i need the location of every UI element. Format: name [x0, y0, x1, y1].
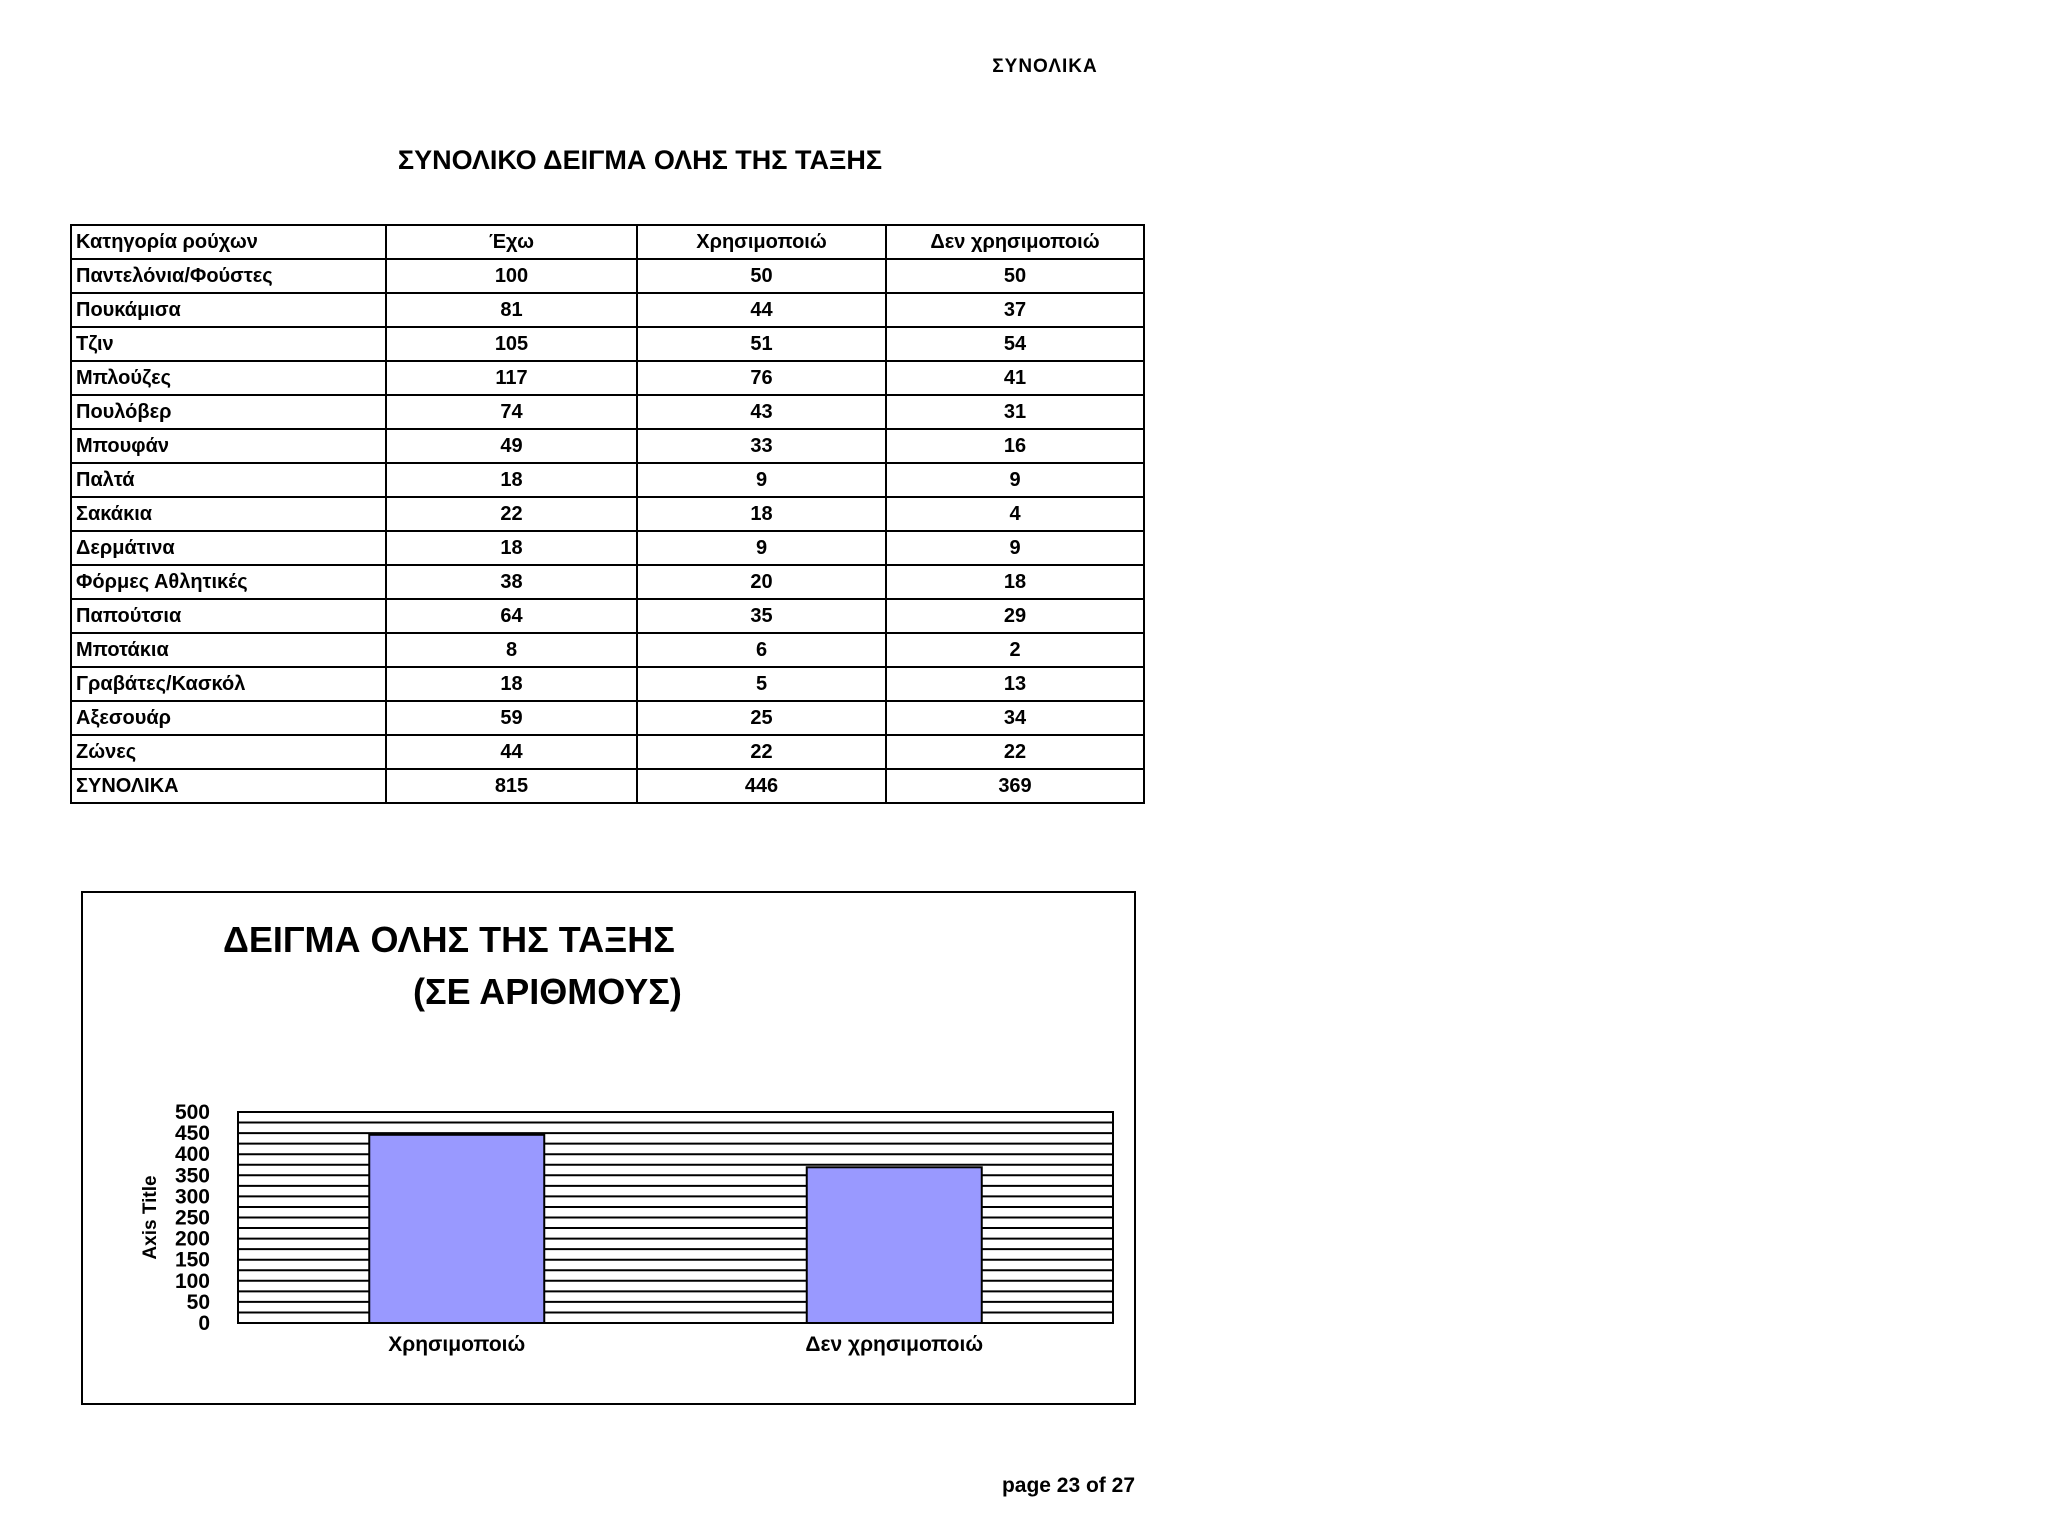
table-row	[71, 735, 1144, 769]
table-row	[71, 293, 1144, 327]
table-cell-value: 81	[386, 293, 637, 327]
table-cell-value: 49	[386, 429, 637, 463]
table-cell-category: Παλτά	[71, 463, 386, 497]
page-footer: page 23 of 27	[1001, 1474, 1135, 1497]
table-cell-value: 815	[386, 769, 637, 803]
table-cell-category: Μποτάκια	[71, 633, 386, 667]
table-cell-value: 18	[386, 463, 637, 497]
table-cell-value: 35	[637, 599, 886, 633]
table-cell-value: 18	[637, 497, 886, 531]
table-cell-value: 105	[386, 327, 637, 361]
y-tick-label: 350	[174, 1164, 210, 1188]
table-cell-value: 33	[637, 429, 886, 463]
table-cell-value: 18	[886, 565, 1144, 599]
table-cell-value: 44	[637, 293, 886, 327]
table-cell-value: 9	[886, 463, 1144, 497]
table-cell-value: 38	[386, 565, 637, 599]
table-row	[71, 667, 1144, 701]
table-cell-value: 4	[886, 497, 1144, 531]
table-cell-category: ΣΥΝΟΛΙΚΑ	[71, 769, 386, 803]
table-cell-value: 2	[886, 633, 1144, 667]
table-row	[71, 429, 1144, 463]
table-row	[71, 565, 1144, 599]
y-tick-label: 0	[198, 1312, 210, 1335]
table-row	[71, 531, 1144, 565]
table-row	[71, 327, 1144, 361]
y-tick-label: 100	[174, 1269, 210, 1293]
table-cell-value: 31	[886, 395, 1144, 429]
table-row	[71, 633, 1144, 667]
table-cell-value: 44	[386, 735, 637, 769]
chart-title-line1: ΔΕΙΓΜΑ ΟΛΗΣ ΤΗΣ ΤΑΞΗΣ	[223, 919, 675, 960]
table-cell-category: Παντελόνια/Φούστες	[71, 259, 386, 293]
bar-1	[369, 1135, 544, 1323]
table-cell-value: 9	[637, 531, 886, 565]
table-cell-value: 6	[637, 633, 886, 667]
table-cell-value: 64	[386, 599, 637, 633]
table-cell-category: Μπλούζες	[71, 361, 386, 395]
y-tick-label: 200	[174, 1227, 210, 1251]
table-row	[71, 259, 1144, 293]
table-cell-value: 18	[386, 531, 637, 565]
table-row	[71, 395, 1144, 429]
y-tick-label: 150	[174, 1248, 210, 1272]
table-row	[71, 769, 1144, 803]
table-row	[71, 599, 1144, 633]
table-cell-value: 16	[886, 429, 1144, 463]
table-cell-value: 9	[886, 531, 1144, 565]
table-cell-value: 5	[637, 667, 886, 701]
table-cell-value: 51	[637, 327, 886, 361]
table-cell-value: 34	[886, 701, 1144, 735]
table-row	[71, 463, 1144, 497]
table-cell-value: 22	[886, 735, 1144, 769]
table-cell-category: Μπουφάν	[71, 429, 386, 463]
table-cell-category: Παπούτσια	[71, 599, 386, 633]
table-cell-value: 50	[637, 259, 886, 293]
table-cell-value: 9	[637, 463, 886, 497]
table-cell-category: Γραβάτες/Κασκόλ	[71, 667, 386, 701]
table-title: ΣΥΝΟΛΙΚΟ ΔΕΙΓΜΑ ΟΛΗΣ ΤΗΣ ΤΑΞΗΣ	[397, 145, 883, 175]
column-header-use: Χρησιμοποιώ	[637, 225, 886, 259]
y-tick-label: 500	[174, 1101, 210, 1124]
page-header-label: ΣΥΝΟΛΙΚΑ	[992, 56, 1098, 77]
table-cell-value: 8	[386, 633, 637, 667]
column-header-category: Κατηγορία ρούχων	[71, 225, 386, 259]
table-row	[71, 361, 1144, 395]
table-cell-value: 18	[386, 667, 637, 701]
table-cell-value: 41	[886, 361, 1144, 395]
table-cell-category: Τζιν	[71, 327, 386, 361]
x-category-label: Χρησιμοποιώ	[388, 1333, 526, 1356]
y-tick-label: 450	[174, 1122, 210, 1146]
table-cell-value: 22	[637, 735, 886, 769]
bar-chart	[83, 893, 1134, 1403]
table-cell-category: Πουλόβερ	[71, 395, 386, 429]
x-category-label: Δεν χρησιμοποιώ	[805, 1333, 984, 1356]
table-cell-category: Ζώνες	[71, 735, 386, 769]
table-header-row	[71, 225, 1144, 259]
table-cell-value: 100	[386, 259, 637, 293]
table-cell-category: Σακάκια	[71, 497, 386, 531]
table-cell-value: 13	[886, 667, 1144, 701]
table-cell-value: 22	[386, 497, 637, 531]
bar-2	[807, 1167, 982, 1323]
y-axis-title: Axis Title	[140, 1175, 161, 1260]
y-tick-label: 50	[186, 1290, 210, 1314]
table-cell-value: 76	[637, 361, 886, 395]
table-cell-value: 74	[386, 395, 637, 429]
table-cell-value: 29	[886, 599, 1144, 633]
table-cell-value: 369	[886, 769, 1144, 803]
table-cell-value: 59	[386, 701, 637, 735]
y-tick-label: 250	[174, 1206, 210, 1230]
table-row	[71, 497, 1144, 531]
table-cell-category: Αξεσουάρ	[71, 701, 386, 735]
chart-title-line2: (ΣΕ ΑΡΙΘΜΟΥΣ)	[413, 971, 682, 1012]
table-cell-value: 43	[637, 395, 886, 429]
table-cell-category: Φόρμες Αθλητικές	[71, 565, 386, 599]
table-cell-category: Δερμάτινα	[71, 531, 386, 565]
table-cell-value: 37	[886, 293, 1144, 327]
y-tick-label: 300	[174, 1185, 210, 1209]
table-cell-value: 50	[886, 259, 1144, 293]
table-cell-value: 117	[386, 361, 637, 395]
column-header-have: Έχω	[386, 225, 637, 259]
table-cell-value: 54	[886, 327, 1144, 361]
table-cell-value: 446	[637, 769, 886, 803]
table-cell-value: 25	[637, 701, 886, 735]
table-cell-category: Πουκάμισα	[71, 293, 386, 327]
chart-frame	[81, 891, 1136, 1405]
table-cell-value: 20	[637, 565, 886, 599]
column-header-dont-use: Δεν χρησιμοποιώ	[886, 225, 1144, 259]
table-row	[71, 701, 1144, 735]
y-tick-label: 400	[174, 1143, 210, 1167]
clothing-summary-table	[70, 224, 1145, 804]
